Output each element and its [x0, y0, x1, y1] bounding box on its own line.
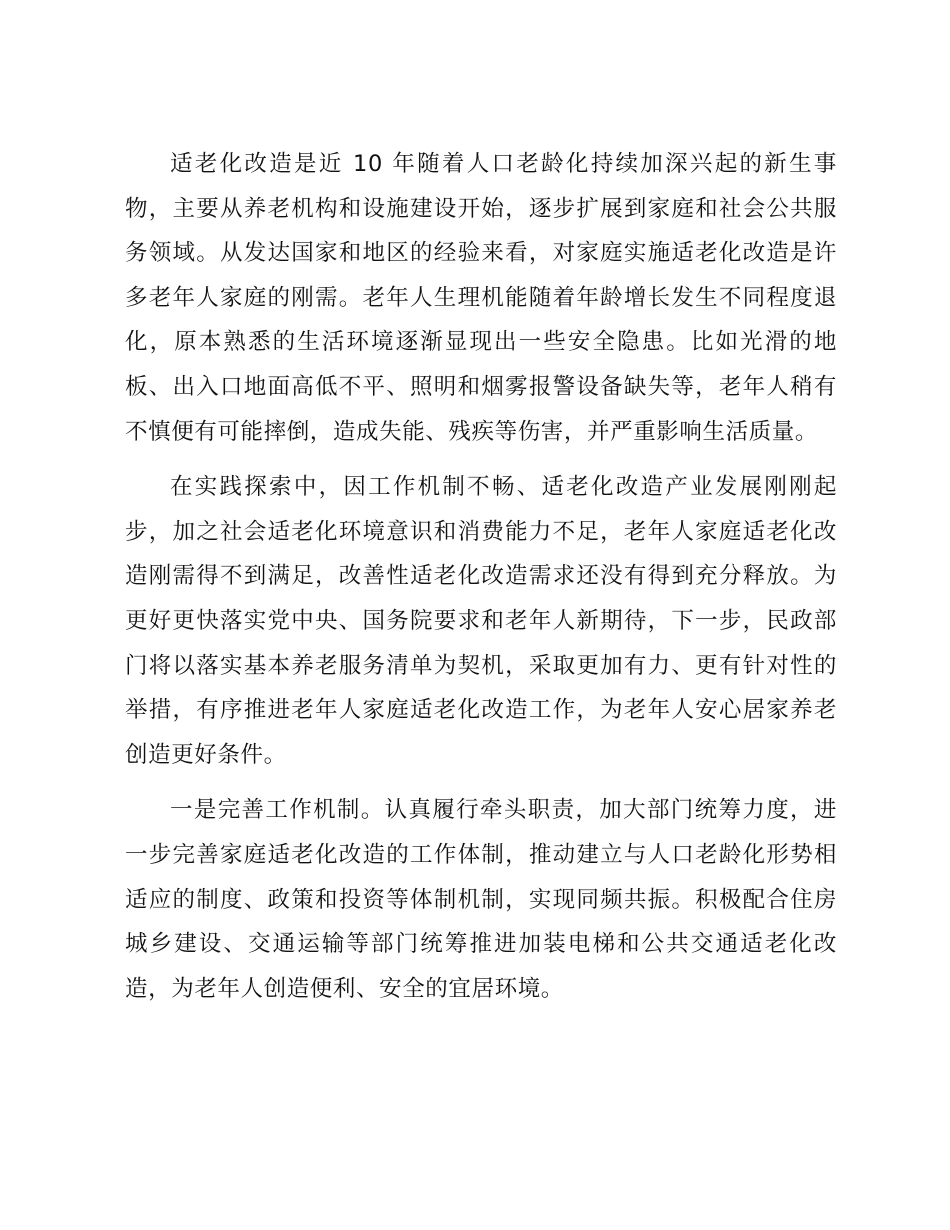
paragraph-intro: 适老化改造是近 10 年随着人口老龄化持续加深兴起的新生事物，主要从养老机构和设施建设开始，逐步扩展到家庭和社会公共服务领域。从发达国家和地区的经验来看，对家庭实施适老化改造是许多老年人家庭的刚需。老年人生理机能随着年龄增长发生不同程度退化，原本熟悉的生活环境逐渐显现出一些安全隐患。比如光滑的地板、出入口地面高低不平、照明和烟雾报警设备缺失等，老年人稍有不慎便有可能摔倒，造成失能、残疾等伤害，并严重影响生活质量。	[125, 151, 837, 445]
paragraph-practice: 在实践探索中，因工作机制不畅、适老化改造产业发展刚刚起步，加之社会适老化环境意识和消费能力不足，老年人家庭适老化改造刚需得不到满足，改善性适老化改造需求还没有得到充分释放。为更好更快落实党中央、国务院要求和老年人新期待，下一步，民政部门将以落实基本养老服务清单为契机，采取更加有力、更有针对性的举措，有序推进老年人家庭适老化改造工作，为老年人安心居家养老创造更好条件。	[125, 474, 837, 768]
document-body	[125, 142, 837, 1022]
paragraph-mechanism: 一是完善工作机制。认真履行牵头职责，加大部门统筹力度，进一步完善家庭适老化改造的工作体制，推动建立与人口老龄化形势相适应的制度、政策和投资等体制机制，实现同频共振。积极配合住房城乡建设、交通运输等部门统筹推进加装电梯和公共交通适老化改造，为老年人创造便利、安全的宜居环境。	[125, 797, 837, 1002]
